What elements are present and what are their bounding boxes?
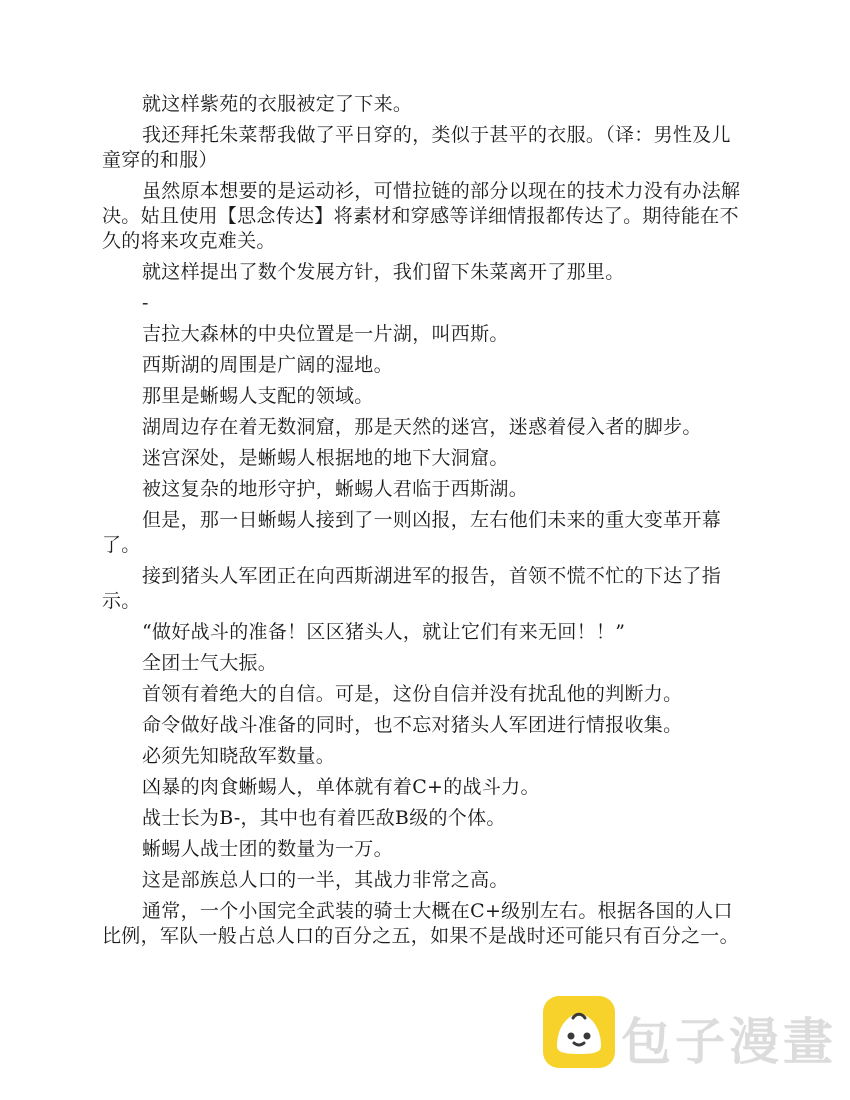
watermark [543, 996, 837, 1071]
paragraph: 战士长为B-，其中也有着匹敌B级的个体。 [142, 807, 506, 829]
paragraph: 首领有着绝大的自信。可是，这份自信并没有扰乱他的判断力。 [142, 683, 683, 705]
paragraph: 吉拉大森林的中央位置是一片湖，叫西斯。 [142, 323, 509, 345]
paragraph: 就这样提出了数个发展方针，我们留下朱菜离开了那里。 [142, 261, 625, 283]
paragraph: 被这复杂的地形守护，蜥蜴人君临于西斯湖。 [142, 478, 529, 500]
paragraph: 那里是蜥蜴人支配的领域。 [142, 385, 374, 407]
paragraph: 命令做好战斗准备的同时，也不忘对猪头人军团进行情报收集。 [142, 714, 683, 736]
paragraph: 西斯湖的周围是广阔的湿地。 [142, 354, 393, 376]
paragraph: 全团士气大振。 [142, 652, 278, 674]
paragraph: 凶暴的肉食蜥蜴人，单体就有着C+的战斗力。 [142, 776, 540, 798]
paragraph: 这是部族总人口的一半，其战力非常之高。 [142, 869, 509, 891]
paragraph: 必须先知晓敌军数量。 [142, 745, 336, 767]
paragraph: 但是，那一日蜥蜴人接到了一则凶报，左右他们未来的重大变革开幕了。 [102, 509, 722, 556]
paragraph: 我还拜托朱菜帮我做了平日穿的，类似于甚平的衣服。（译：男性及儿童穿的和服） [102, 124, 731, 171]
document-body [102, 92, 750, 955]
paragraph: 湖周边存在着无数洞窟，那是天然的迷宫，迷惑着侵入者的脚步。 [142, 416, 702, 438]
paragraph: 接到猪头人军团正在向西斯湖进军的报告，首领不慌不忙的下达了指示。 [102, 565, 722, 612]
paragraph: 虽然原本想要的是运动衫，可惜拉链的部分以现在的技术力没有办法解决。姑且使用【思念传达】将素材和穿感等详细情报都传达了。期待能在不久的将来攻克难关。 [102, 180, 741, 252]
section-separator: - [142, 292, 149, 314]
paragraph: “做好战斗的准备！区区猪头人，就让它们有来无回！！” [142, 621, 626, 643]
paragraph: 蜥蜴人战士团的数量为一万。 [142, 838, 393, 860]
paragraph: 通常，一个小国完全武装的骑士大概在C+级别左右。根据各国的人口比例，军队一般占总人口的百分之五，如果不是战时还可能只有百分之一。 [102, 900, 739, 947]
watermark-text: 包子漫畫 [621, 1013, 837, 1071]
bun-mascot-icon [543, 996, 615, 1068]
paragraph: 就这样紫苑的衣服被定了下来。 [142, 93, 413, 115]
paragraph: 迷宫深处，是蜥蜴人根据地的地下大洞窟。 [142, 447, 509, 469]
